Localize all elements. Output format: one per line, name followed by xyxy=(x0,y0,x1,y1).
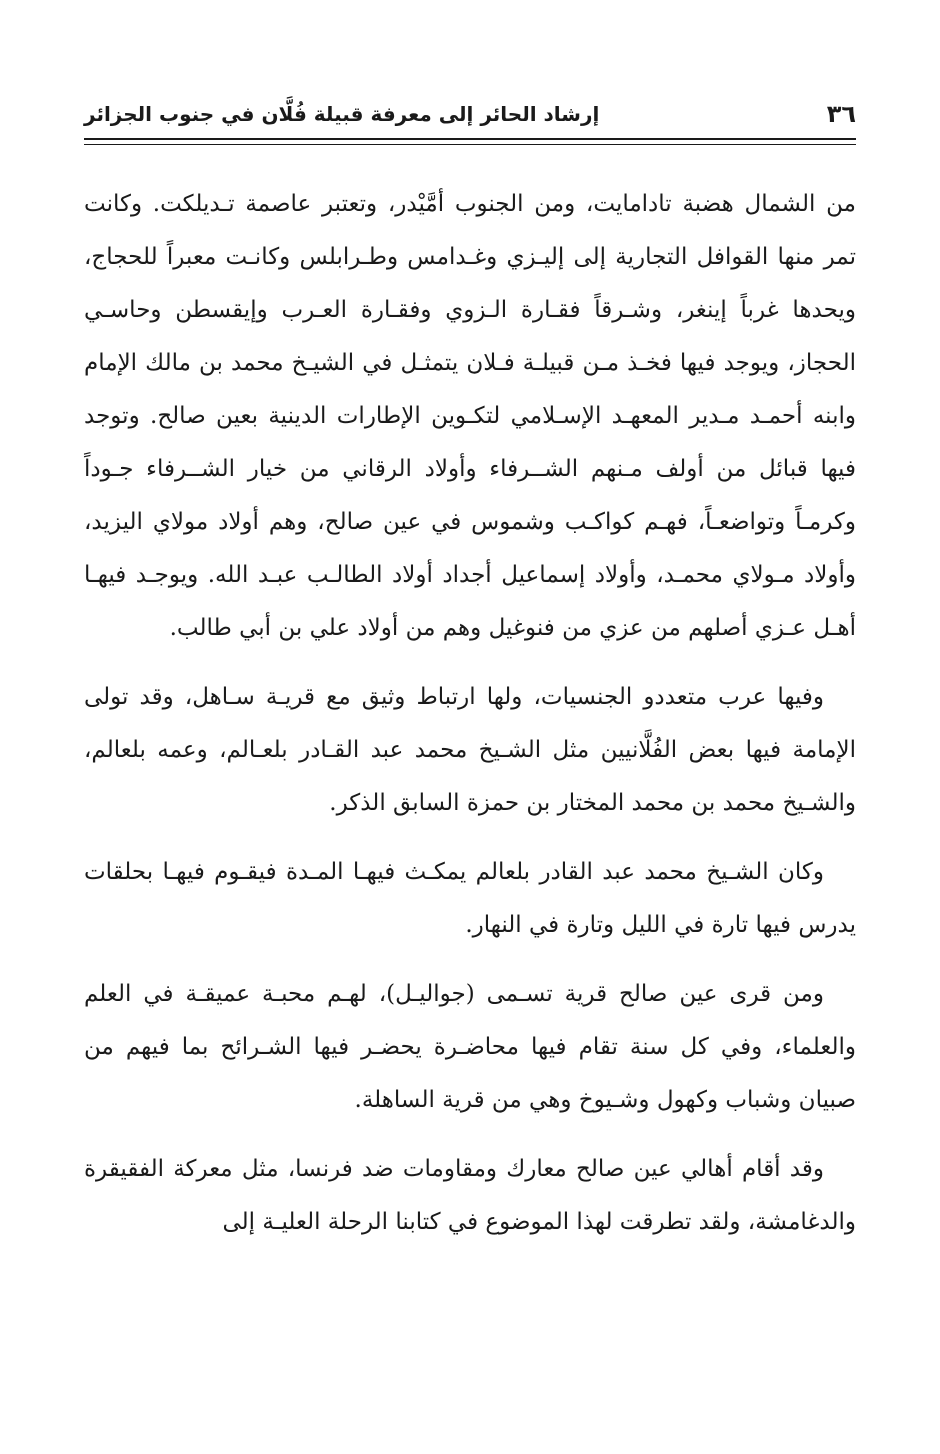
paragraph: وفيها عرب متعددو الجنسيات، ولها ارتباط وثيق مع قريـة سـاهل، وقد تولى الإمامة فيها بعض الفُلَّانيين مثل الشـيخ محمد عبد القـادر بلعـالم، وعمه بلعالم، والشـيخ محمد بن محمد المختار بن حمزة السابق الذكر. xyxy=(84,684,856,816)
body-text xyxy=(84,178,856,1249)
header-rule-thick xyxy=(84,138,856,140)
paragraph: وكان الشـيخ محمد عبد القادر بلعالم يمكـث فيهـا المـدة فيقـوم فيهـا بحلقات يدرس فيها تارة في الليل وتارة في النهار. xyxy=(84,859,856,938)
running-header xyxy=(84,92,856,136)
paragraph: من الشمال هضبة تادامايت، ومن الجنوب أمَّيْدر، وتعتبر عاصمة تـديلكت. وكانت تمر منها القوافل التجارية إلى إليـزي وغـدامس وطـرابلس وكانـت معبراً للحجاج، ويحدها غرباً إينغر، وشـرقاً فقـارة الـزوي وفقـارة العـرب وإيقسطن وحاسـي الحجاز، ويوجد فيها فخـذ مـن قبيلـة فـلان يتمثـل في الشيـخ محمد بن مالك الإمام وابنه أحمـد مـدير المعهـد الإسـلامي لتكـوين الإطارات الدينية بعين صالح. وتوجد فيها قبائل من أولف مـنهم الشــرفاء وأولاد الرقاني من خيار الشــرفاء جـوداً وكرمـاً وتواضعـاً، فهـم كواكـب وشموس في عين صالح، وهم أولاد مولاي اليزيد، وأولاد مـولاي محمـد، وأولاد إسماعيل أجداد أولاد الطالـب عبـد الله. ويوجـد فيهـا أهـل عـزي أصلهم من عزي من فنوغيل وهم من أولاد علي بن أبي طالب. xyxy=(84,191,856,641)
paragraph: وقد أقام أهالي عين صالح معارك ومقاومات ضد فرنسا، مثل معركة الفقيقرة والدغامشة، ولقد تطرقت لهذا الموضوع في كتابنا الرحلة العليـة إلى xyxy=(84,1156,856,1235)
book-title: إرشاد الحائر إلى معرفة قبيلة فُلَّان في جنوب الجزائر xyxy=(84,102,600,126)
page-number: ٣٦ xyxy=(826,100,856,128)
paragraph: ومن قرى عين صالح قرية تسـمى (جواليـل)، لهـم محبـة عميقـة في العلم والعلماء، وفي كل سنة تقام فيها محاضـرة يحضـر فيها الشـرائح بما فيهم من صبيان وشباب وكهول وشـيوخ وهي من قرية الساهلة. xyxy=(84,981,856,1113)
header-rule-thin xyxy=(84,144,856,145)
